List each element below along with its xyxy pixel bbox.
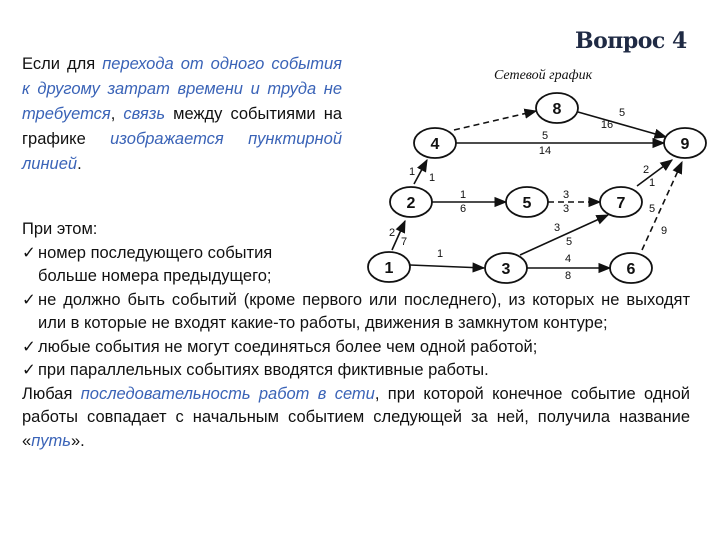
- rule-1-text-a: номер последующего события: [38, 243, 273, 262]
- edge-3-7-label-top: 3: [553, 222, 561, 234]
- edge-6-9-label-top: 5: [648, 203, 656, 215]
- node-6-label: 6: [626, 261, 636, 278]
- path-text-5: ».: [70, 431, 85, 450]
- edge-8-9-label-bottom: 16: [600, 119, 614, 131]
- edge-3-7: [520, 215, 608, 255]
- edge-2-4: [414, 160, 427, 184]
- check-icon: ✓: [22, 361, 36, 379]
- path-text-1: Любая: [22, 384, 81, 403]
- check-icon: ✓: [22, 337, 36, 356]
- rule-4-text: при параллельных событиях вводятся фиктивные работы.: [38, 361, 489, 379]
- edge-6-9-label-bottom: 9: [660, 225, 668, 237]
- node-9-label: 9: [680, 136, 690, 153]
- edge-2-5-label-top: 1: [459, 189, 467, 201]
- intro-term-dashed: изображается пунктирной линией: [22, 130, 342, 173]
- path-term-path: путь: [31, 431, 71, 450]
- edge-5-7-label-top: 3: [562, 189, 570, 201]
- edge-2-4-label-top: 1: [408, 166, 416, 178]
- edge-7-9-label-bottom: 1: [648, 177, 656, 189]
- edge-1-3: [410, 265, 484, 268]
- edge-5-7-label-bottom: 3: [562, 203, 570, 215]
- edge-8-9-label-top: 5: [618, 107, 626, 119]
- intro-term-link: связь: [123, 105, 166, 123]
- rule-2-text: не должно быть событий (кроме первого или последнего), из которых не выходят или в которые не входят какие-то работы, движения в замкнутом контуре;: [38, 290, 690, 332]
- edge-4-8: [454, 111, 536, 130]
- edge-2-4-label-bottom: 1: [428, 172, 436, 184]
- check-icon: ✓: [22, 243, 36, 262]
- question-title: Вопрос 4: [575, 28, 687, 54]
- edge-2-5-label-bottom: 6: [459, 203, 467, 215]
- edge-4-9-label-bottom: 14: [538, 145, 552, 157]
- node-2-label: 2: [406, 195, 416, 212]
- rule-3-text: любые события не могут соединяться более чем одной работой;: [38, 337, 538, 356]
- node-4-label: 4: [430, 136, 440, 153]
- node-8-label: 8: [552, 101, 562, 118]
- edge-4-9-label-top: 5: [541, 130, 549, 142]
- node-1-label: 1: [384, 260, 394, 277]
- edge-1-2-label-top: 2: [388, 227, 396, 239]
- rule-1-text-b: больше номера предыдущего;: [38, 267, 272, 285]
- edge-3-6-label-top: 4: [564, 253, 572, 265]
- edge-7-9-label-top: 2: [642, 164, 650, 176]
- edge-1-2-label-bottom: 7: [400, 236, 408, 248]
- intro-text-5: между событиями на графике: [22, 105, 343, 148]
- node-5-label: 5: [522, 195, 532, 212]
- rules-lead: При этом:: [22, 220, 98, 238]
- edge-3-6-label-bottom: 8: [564, 270, 572, 282]
- check-icon: ✓: [22, 290, 36, 309]
- network-graph-caption: Сетевой график: [494, 68, 593, 83]
- edge-3-7-label-bottom: 5: [565, 236, 573, 248]
- intro-text-1: Если для: [22, 55, 103, 73]
- intro-text-3: ,: [110, 105, 124, 123]
- node-7-label: 7: [616, 195, 626, 212]
- path-text-3: , при которой конечное событие одной работы совпадает с начальным событием следующей за ней, получила название «: [22, 384, 690, 450]
- path-term-sequence: последовательность работ в сети: [80, 384, 375, 403]
- intro-term-transition: перехода от одного события к другому затрат времени и труда не требуется: [22, 55, 342, 123]
- intro-text-7: .: [77, 155, 82, 173]
- node-3-label: 3: [501, 261, 511, 278]
- edge-1-3-label-top: 1: [436, 248, 444, 260]
